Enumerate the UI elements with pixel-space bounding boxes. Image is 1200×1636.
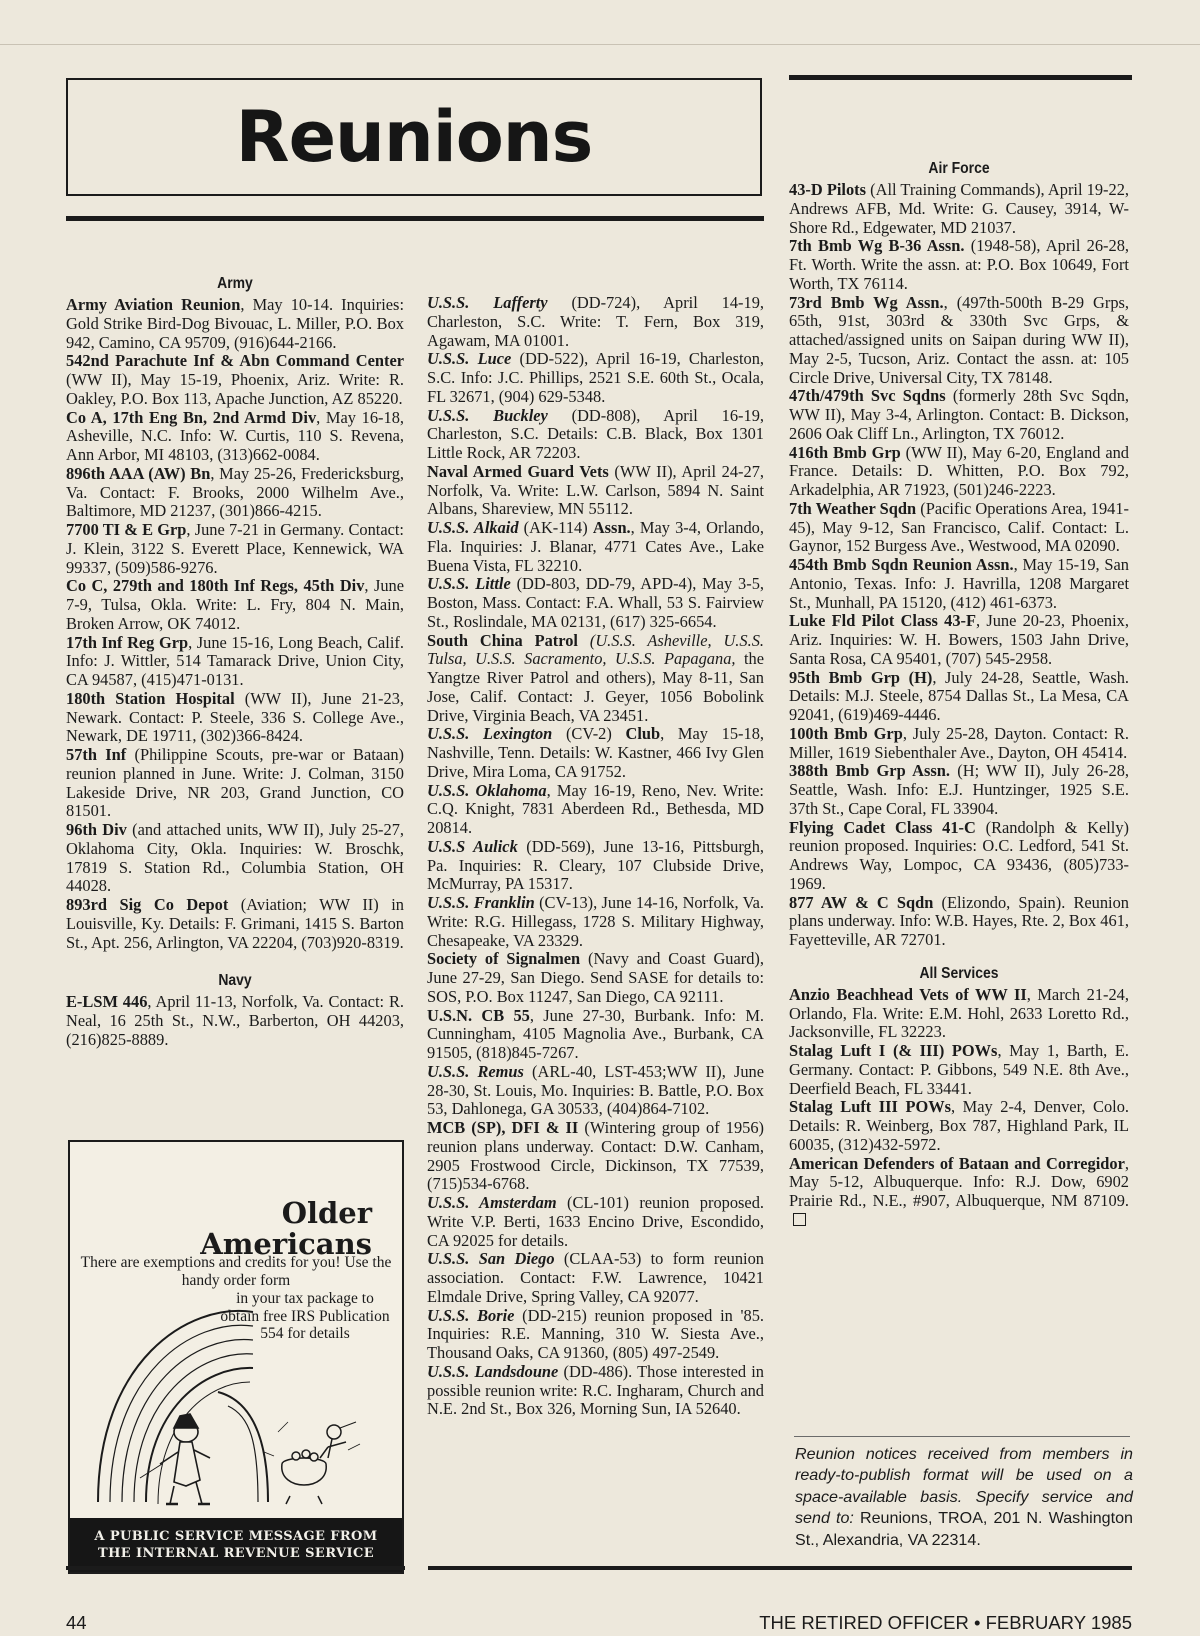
section-heading-navy: Navy xyxy=(218,972,252,990)
ad-side-text: in your tax package to obtain free IRS Publication 554 for details xyxy=(220,1290,390,1342)
reunion-entry: 388th Bmb Grp Assn. (H; WW II), July 26-28, Seattle, Wash. Info: E.J. Huntzinger, 1925 S.E. 37th St., Cape Coral, FL 33904. xyxy=(789,761,1129,818)
ad-text: There are exemptions and credits for you! Use the handy order form xyxy=(80,1254,392,1289)
reunion-entry: U.S.S. San Diego (CLAA-53) to form reunion association. Contact: F.W. Lawrence, 10421 Elmdale Drive, Spring Valley, CA 92077. xyxy=(427,1249,764,1306)
section-heading-air-force: Air Force xyxy=(928,160,990,177)
reunion-entry: 7700 TI & E Grp, June 7-21 in Germany. Contact: J. Klein, 3122 S. Everett Place, Kennewick, WA 99337, (509)586-9276. xyxy=(66,520,404,577)
reunion-entry: U.S.S. Luce (DD-522), April 16-19, Charleston, S.C. Info: J.C. Phillips, 2521 S.E. 60th St., Ocala, FL 32671, (904) 629-5348. xyxy=(427,349,765,406)
title-rule xyxy=(66,216,764,221)
reunion-entry: Co C, 279th and 180th Inf Regs, 45th Div, June 7-9, Tulsa, Okla. Write: L. Fry, 804 N. Main, Broken Arrow, OK 74012. xyxy=(66,576,404,633)
reunion-entry: U.S.S. Amsterdam (CL-101) reunion proposed. Write V.P. Berti, 1633 Encino Drive, Escondido, CA 92025 for details. xyxy=(427,1193,764,1250)
reunion-entry: 416th Bmb Grp (WW II), May 6-20, England and France. Details: D. Whitten, P.O. Box 792, Arkadelphia, AR 71923, (501)246-2223. xyxy=(789,442,1130,499)
reunion-entry: Luke Fld Pilot Class 43-F, June 20-23, Phoenix, Ariz. Inquiries: W. H. Bowers, 1503 Jahn Drive, Santa Rosa, CA 95401, (707) 545-2958. xyxy=(789,611,1129,668)
reunion-entry: 877 AW & C Sqdn (Elizondo, Spain). Reunion plans underway. Info: W.B. Hayes, Rte. 2, Box 461, Fayetteville, AR 72701. xyxy=(789,892,1130,949)
note-rule xyxy=(794,1436,1130,1437)
reunion-entry: 47th/479th Svc Sqdns (formerly 28th Svc Sqdn, WW II), May 3-4, Arlington. Contact: B. Dickson, 2606 Oak Cliff Ln., Arlington, TX 76012. xyxy=(789,386,1129,443)
section-heading-army: Army xyxy=(217,275,253,292)
end-mark-icon xyxy=(793,1213,806,1226)
reunion-entry: 17th Inf Reg Grp, June 15-16, Long Beach, Calif. Info: J. Wittler, 514 Tamarack Drive, Union City, CA 94587, (415)471-0131. xyxy=(66,632,404,689)
reunion-entry: E-LSM 446, April 11-13, Norfolk, Va. Contact: R. Neal, 16 25th St., N.W., Barberton, OH 44203, (216)825-8889. xyxy=(66,992,404,1049)
reunion-entry: Naval Armed Guard Vets (WW II), April 24-27, Norfolk, Va. Write: L.W. Carlson, 5894 N. Saint Albans, Shareview, MN 55112. xyxy=(427,461,764,519)
reunion-entry: Flying Cadet Class 41-C (Randolph & Kelly) reunion proposed. Inquiries: O.C. Ledford, 541 St. Andrews Way, Lompoc, CA 93436, (805)733-1969. xyxy=(789,817,1129,893)
section-heading-all-services: All Services xyxy=(919,964,999,982)
reunion-entry: 73rd Bmb Wg Assn., (497th-500th B-29 Grps, 65th, 91st, 303rd & 330th Svc Grps, & attached/assigned units on Saipan during WW II), May 2-5, Tucson, Ariz. Contact the assn. at: 105 Circle Drive, Universal City, TX 78148. xyxy=(789,292,1129,387)
reunion-entry: U.S.S. Franklin (CV-13), June 14-16, Norfolk, Va. Write: R.G. Hillegass, 1728 S. Military Highway, Chesapeake, VA 23329. xyxy=(427,893,764,950)
bottom-rule-right xyxy=(428,1566,1132,1570)
reunion-entry: 100th Bmb Grp, July 25-28, Dayton. Contact: R. Miller, 1619 Siebenthaler Ave., Dayton, OH 45414. xyxy=(789,723,1129,762)
reunion-entry: 180th Station Hospital (WW II), June 21-23, Newark. Contact: P. Steele, 336 S. College Ave., Newark, DE 19711, (302)366-8424. xyxy=(66,688,404,746)
reunion-entry: 7th Weather Sqdn (Pacific Operations Area, 1941-45), May 9-12, San Francisco, Calif. Contact: L. Gaynor, 152 Burgess Ave., Westwood, MA 02090. xyxy=(789,498,1129,556)
publication-footer: THE RETIRED OFFICER • FEBRUARY 1985 xyxy=(759,1612,1132,1633)
reunion-entry: U.S.S. Lafferty (DD-724), April 14-19, Charleston, S.C. Write: T. Fern, Box 319, Agawam, MA 01001. xyxy=(427,293,764,350)
reunion-entry: 454th Bmb Sqdn Reunion Assn., May 15-19, San Antonio, Texas. Info: J. Havrilla, 1208 Margaret St., Munhall, PA 15120, (412) 461-6373. xyxy=(789,555,1129,612)
reunion-entry: Society of Signalmen (Navy and Coast Guard), June 27-29, San Diego. Send SASE for details to: SOS, P.O. Box 11247, San Diego, CA 92111. xyxy=(427,949,764,1006)
column-1 xyxy=(66,274,404,1050)
column-3 xyxy=(789,101,1129,1230)
ad-footer: A PUBLIC SERVICE MESSAGE FROM THE INTERNAL REVENUE SERVICE xyxy=(70,1518,402,1572)
reunion-entry: U.S.S. Borie (DD-215) reunion proposed in '85. Inquiries: R.E. Manning, 310 W. Siesta Ave., Thousand Oaks, CA 91360, (805) 497-2549. xyxy=(427,1305,764,1362)
reunion-entry: U.S.S Aulick (DD-569), June 13-16, Pittsburgh, Pa. Inquiries: R. Cleary, 107 Clubside Drive, McMurray, PA 15317. xyxy=(427,836,764,894)
submission-note: Reunion notices received from members in ready-to-publish format will be used on a space-available basis. Specify service and send to: Reunions, TROA, 201 N. Washington St., Alexandria, VA 22314. xyxy=(795,1445,1133,1549)
reunion-entry: South China Patrol (U.S.S. Asheville, U.S.S. Tulsa, U.S.S. Sacramento, U.S.S. Papagana, the Yangtze River Patrol and others), May 8-11, San Jose, Calif. Contact: J. Geyer, 1056 Bobolink Drive, Virginia Beach, VA 23451. xyxy=(427,630,764,725)
irs-advertisement xyxy=(68,1140,404,1574)
reunion-entry: U.S.S. Little (DD-803, DD-79, APD-4), May 3-5, Boston, Mass. Contact: F.A. Whall, 53 S. Fairview St., Roslindale, MA 02131, (617) 325-6654. xyxy=(427,574,765,631)
rainbow-pot-of-gold-illustration xyxy=(78,1282,398,1512)
reunion-entry: U.S.S. Lexington (CV-2) Club, May 15-18, Nashville, Tenn. Details: W. Kastner, 466 Ivy Glen Drive, Mira Loma, CA 91752. xyxy=(427,724,765,781)
page-number: 44 xyxy=(66,1612,87,1633)
page-title: Reunions xyxy=(235,96,593,178)
reunion-entry: U.S.S. Buckley (DD-808), April 16-19, Charleston, S.C. Details: C.B. Black, Box 1301 Little Rock, AR 72203. xyxy=(427,405,764,462)
reunion-entry: U.S.S. Alkaid (AK-114) Assn., May 3-4, Orlando, Fla. Inquiries: J. Blanar, 4771 Cates Ave., Lake Buena Vista, FL 32210. xyxy=(427,518,764,575)
reunion-entry: Stalag Luft I (& III) POWs, May 1, Barth, E. Germany. Contact: P. Gibbons, 549 N.E. 8th Ave., Deerfield Beach, FL 33441. xyxy=(789,1041,1130,1098)
reunion-entry: U.S.S. Remus (ARL-40, LST-453;WW II), June 28-30, St. Louis, Mo. Inquiries: B. Battle, P.O. Box 53, Dahlonega, GA 30533, (404)864-7102. xyxy=(427,1061,764,1119)
reunion-entry: MCB (SP), DFI & II (Wintering group of 1956) reunion plans underway. Contact: D.W. Canham, 2905 Frostwood Circle, Dickinson, TX 77539, (715)534-6768. xyxy=(427,1118,764,1194)
reunion-entry: U.S.S. Oklahoma, May 16-19, Reno, Nev. Write: C.Q. Knight, 7831 Aberdeen Rd., Bethesda, MD 20814. xyxy=(427,780,764,837)
reunion-entry: 57th Inf (Philippine Scouts, pre-war or Bataan) reunion planned in June. Write: J. Colman, 3150 Lakeside Drive, NR 203, Grand Junction, CO 81501. xyxy=(66,745,404,821)
top-scan-line xyxy=(0,44,1200,45)
ad-title: Older Americans xyxy=(200,1196,372,1261)
column-2 xyxy=(427,294,764,1419)
reunion-entry: American Defenders of Bataan and Corregidor, May 5-12, Albuquerque. Info: R.J. Dow, 6902 Prairie Rd., N.E., #907, Albuquerque, NM 87109. xyxy=(789,1155,1129,1230)
reunion-entry: 896th AAA (AW) Bn, May 25-26, Fredericksburg, Va. Contact: F. Brooks, 2000 Wilhelm Ave., Baltimore, MD 21237, (301)866-4215. xyxy=(66,463,404,521)
bottom-rule-left xyxy=(66,1566,405,1570)
reunion-entry: 542nd Parachute Inf & Abn Command Center (WW II), May 15-19, Phoenix, Ariz. Write: R. Oakley, P.O. Box 113, Apache Junction, AZ 85220. xyxy=(66,351,404,408)
reunion-entry: 96th Div (and attached units, WW II), July 25-27, Oklahoma City, Okla. Inquiries: W. Broschk, 17819 S. Station Rd., Columbia Station, OH 44028. xyxy=(66,820,404,896)
reunion-entry: Anzio Beachhead Vets of WW II, March 21-24, Orlando, Fla. Write: E.M. Hohl, 2633 Loretto Rd., Jacksonville, FL 32223. xyxy=(789,984,1129,1042)
reunion-entry: Stalag Luft III POWs, May 2-4, Denver, Colo. Details: R. Weinberg, Box 787, Highland Park, IL 60035, (312)432-5972. xyxy=(789,1097,1130,1154)
reunion-entry: U.S.N. CB 55, June 27-30, Burbank. Info: M. Cunningham, 4105 Magnolia Ave., Burbank, CA 91505, (818)845-7267. xyxy=(427,1005,765,1062)
reunion-entry: Co A, 17th Eng Bn, 2nd Armd Div, May 16-18, Asheville, N.C. Info: W. Curtis, 110 S. Revena, Ann Arbor, MI 48103, (313)662-0084. xyxy=(66,407,404,464)
reunion-entry: 7th Bmb Wg B-36 Assn. (1948-58), April 26-28, Ft. Worth. Write the assn. at: P.O. Box 10649, Fort Worth, TX 76114. xyxy=(789,236,1129,293)
reunion-entry: Army Aviation Reunion, May 10-14. Inquiries: Gold Strike Bird-Dog Bivouac, L. Miller, P.O. Box 942, Camino, CA 95709, (916)644-2166. xyxy=(66,295,404,352)
reunion-entry: U.S.S. Landsdoune (DD-486). Those interested in possible reunion write: R.C. Ingharam, Church and N.E. 2nd St., Box 326, Morning Sun, IA 52640. xyxy=(427,1361,764,1419)
title-box xyxy=(66,78,762,196)
reunion-entry: 893rd Sig Co Depot (Aviation; WW II) in Louisville, Ky. Details: F. Grimani, 1415 S. Barton St., Apt. 256, Arlington, VA 22204, (703)920-8319. xyxy=(66,895,404,952)
reunion-entry: 43-D Pilots (All Training Commands), April 19-22, Andrews AFB, Md. Write: G. Causey, 3914, W-Shore Rd., Edgewater, MD 21037. xyxy=(789,180,1129,237)
reunion-entry: 95th Bmb Grp (H), July 24-28, Seattle, Wash. Details: M.J. Steele, 8754 Dallas St., La Mesa, CA 92041, (619)469-4446. xyxy=(789,667,1130,724)
right-top-rule xyxy=(789,75,1132,80)
